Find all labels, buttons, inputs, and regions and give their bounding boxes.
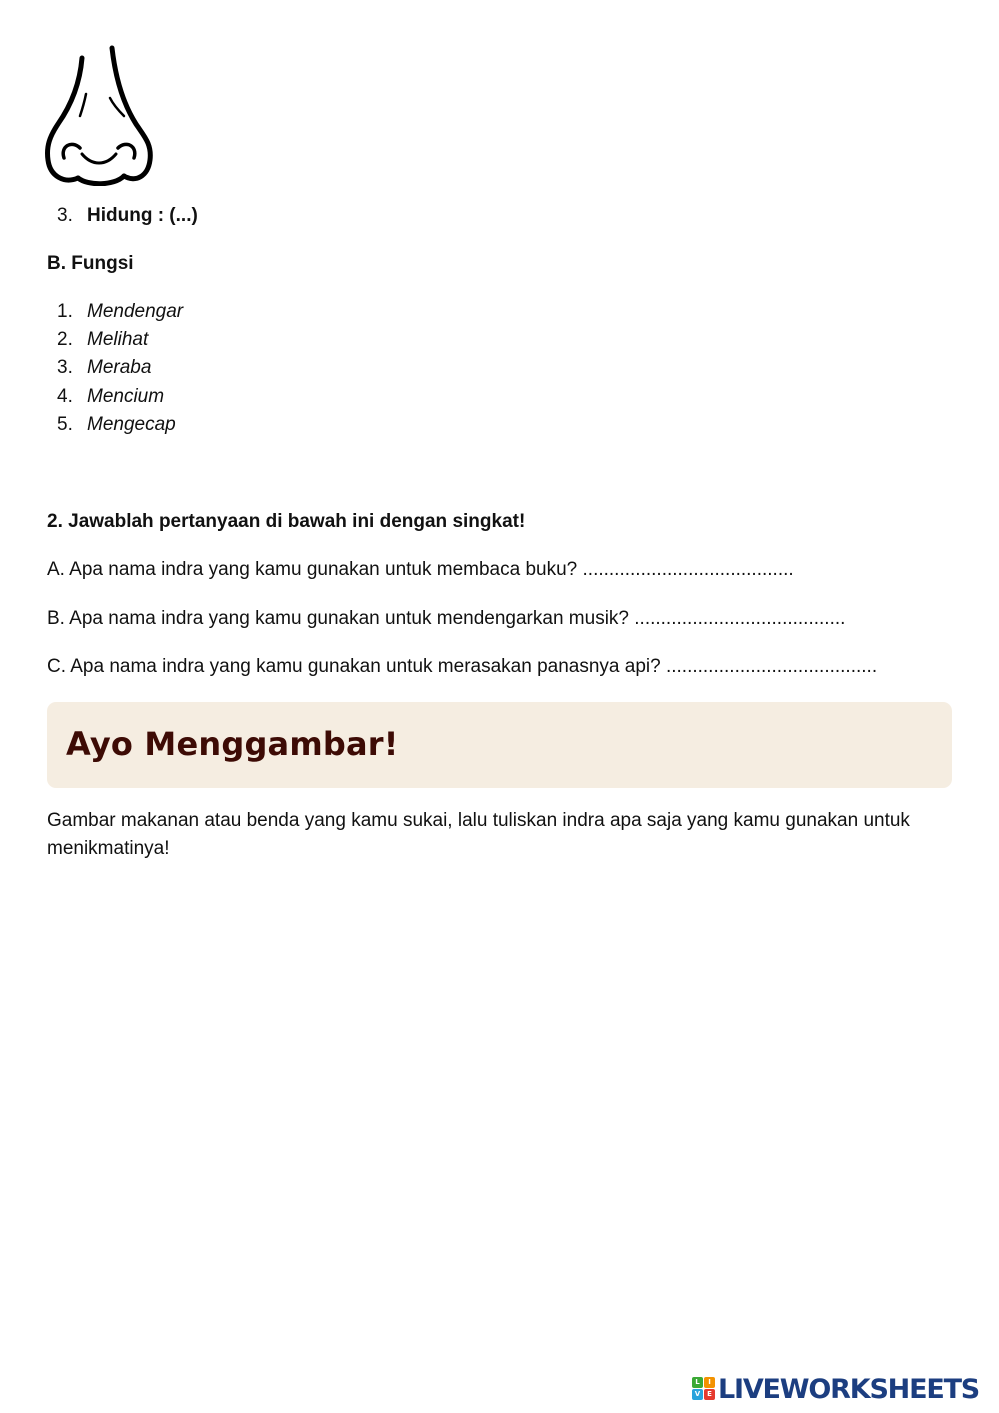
logo-mark-icon xyxy=(692,1377,716,1401)
list-label: Meraba xyxy=(87,357,152,378)
list-number: 1. xyxy=(57,301,73,322)
logo-mark-letter: E xyxy=(704,1389,715,1400)
list-label: Mengecap xyxy=(87,414,176,435)
list-number: 5. xyxy=(57,414,73,435)
question-c: C. Apa nama indra yang kamu gunakan untuk merasakan panasnya api? ........................................ xyxy=(47,656,878,677)
list-number: 4. xyxy=(57,386,73,407)
section-b-heading: B. Fungsi xyxy=(47,253,134,274)
question-a: A. Apa nama indra yang kamu gunakan untuk membaca buku? ........................................ xyxy=(47,559,794,580)
logo-text: LIVEWORKSHEETS xyxy=(718,1373,980,1405)
logo-mark-letter: I xyxy=(704,1377,715,1388)
question-2-heading: 2. Jawablah pertanyaan di bawah ini dengan singkat! xyxy=(47,511,526,532)
question-b: B. Apa nama indra yang kamu gunakan untuk mendengarkan musik? ........................................ xyxy=(47,608,846,629)
list-label: Melihat xyxy=(87,329,149,350)
nose-illustration xyxy=(44,44,154,186)
drawing-callout xyxy=(47,702,952,788)
liveworksheets-logo xyxy=(692,1372,979,1406)
list-label: Hidung : (...) xyxy=(87,205,198,226)
list-number: 2. xyxy=(57,329,73,350)
logo-mark-letter: V xyxy=(692,1389,703,1400)
logo-mark-letter: L xyxy=(692,1377,703,1388)
drawing-instruction: Gambar makanan atau benda yang kamu sukai, lalu tuliskan indra apa saja yang kamu gunakan untuk menikmatinya! xyxy=(47,810,910,859)
list-label: Mencium xyxy=(87,386,165,407)
list-number: 3. xyxy=(57,357,73,378)
list-label: Mendengar xyxy=(87,301,184,322)
list-number: 3. xyxy=(57,205,73,226)
callout-title: Ayo Menggambar! xyxy=(66,725,399,763)
